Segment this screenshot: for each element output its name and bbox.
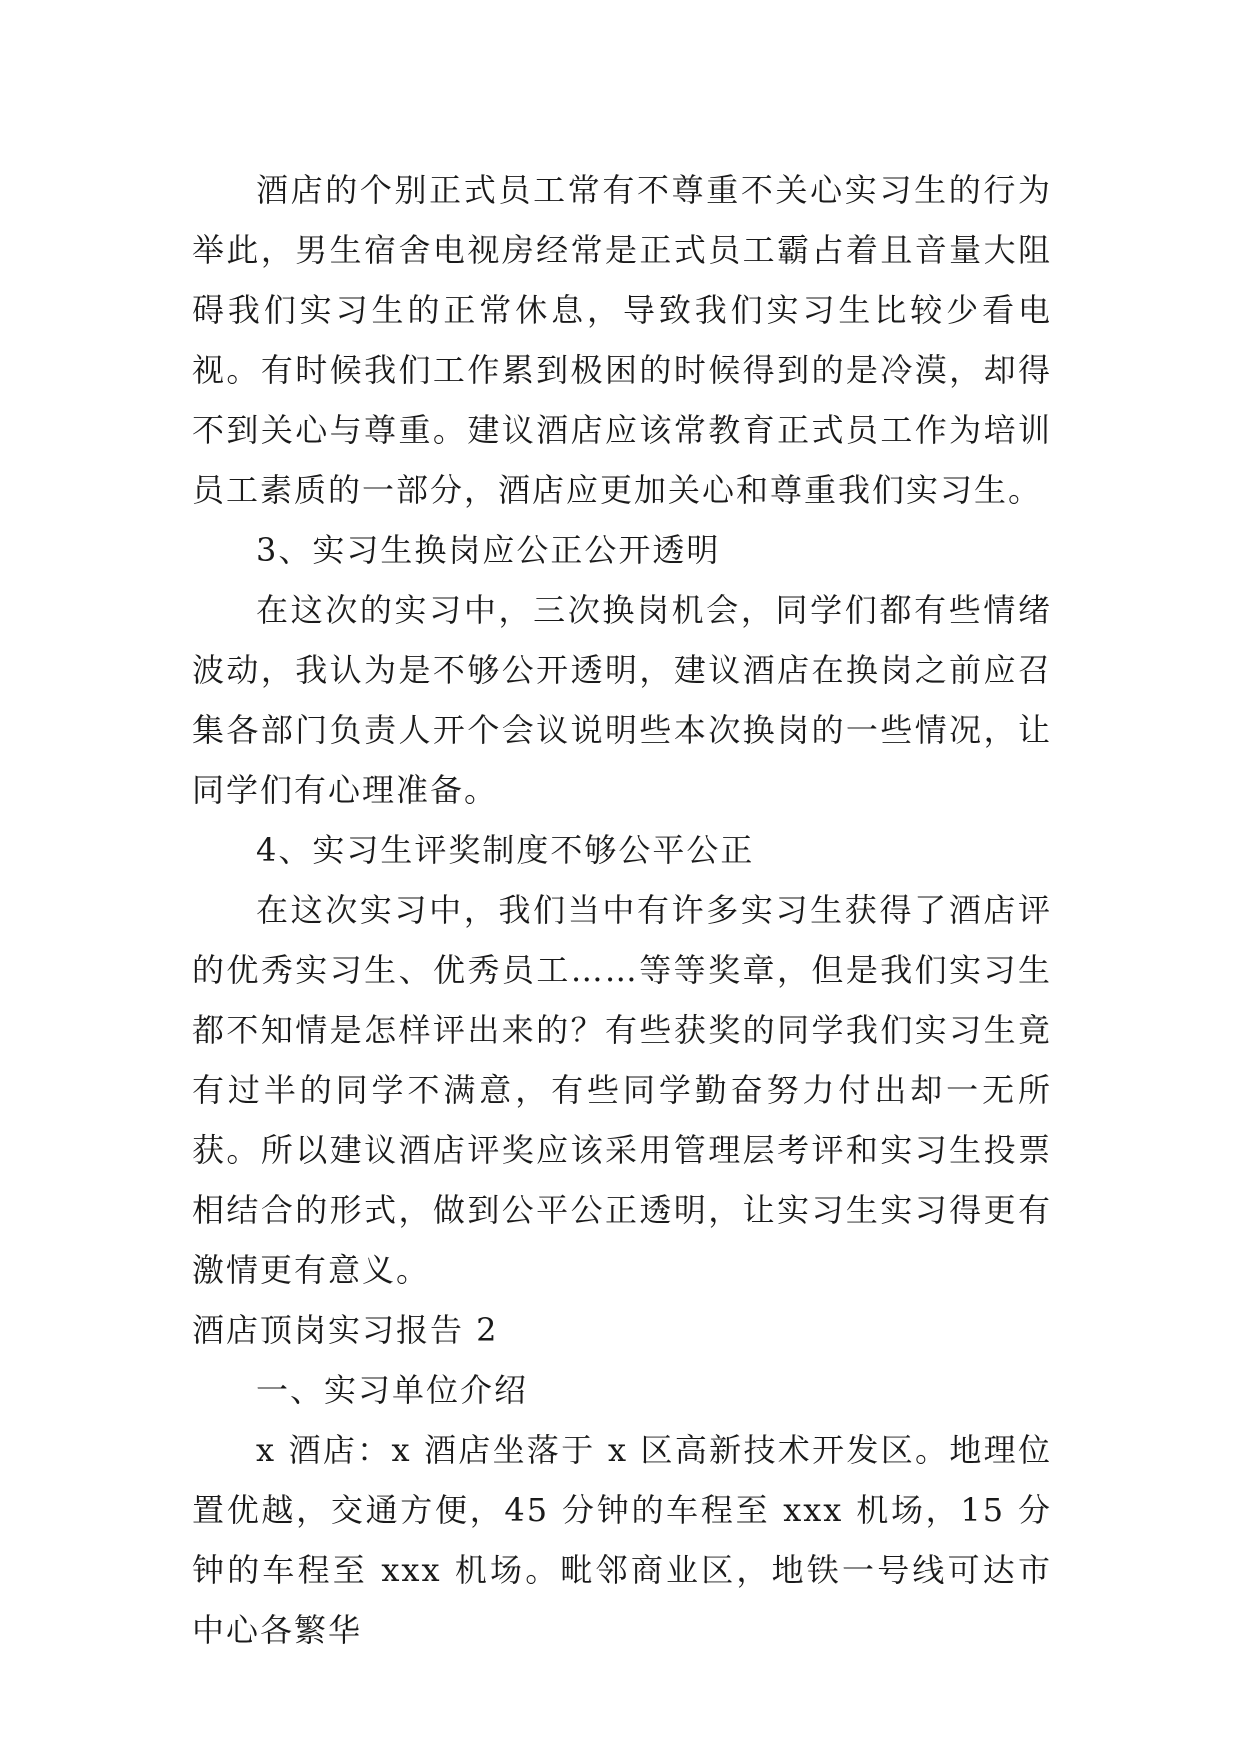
report-title: 酒店顶岗实习报告 2	[192, 1311, 499, 1349]
paragraph-job-rotation: 在这次的实习中，三次换岗机会，同学们都有些情绪波动，我认为是不够公开透明，建议酒店在换岗之前应召集各部门负责人开个会议说明些本次换岗的一些情况，让同学们有心理准备。	[192, 591, 1052, 809]
paragraph-staff-respect: 酒店的个别正式员工常有不尊重不关心实习生的行为举此，男生宿舍电视房经常是正式员工霸占着且音量大阻碍我们实习生的正常休息，导致我们实习生比较少看电视。有时候我们工作累到极困的时候得到的是冷漠，却得不到关心与尊重。建议酒店应该常教育正式员工作为培训员工素质的一部分，酒店应更加关心和尊重我们实习生。	[192, 171, 1052, 509]
paragraph-award-system: 在这次实习中，我们当中有许多实习生获得了酒店评的优秀实习生、优秀员工……等等奖章，但是我们实习生都不知情是怎样评出来的？有些获奖的同学我们实习生竟有过半的同学不满意，有些同学勤奋努力付出却一无所获。所以建议酒店评奖应该采用管理层考评和实习生投票相结合的形式，做到公平公正透明，让实习生实习得更有激情更有意义。	[192, 891, 1052, 1289]
document-body	[192, 160, 1052, 1660]
heading-unit-intro: 一、实习单位介绍	[256, 1371, 529, 1409]
heading-job-rotation: 3、实习生换岗应公正公开透明	[256, 531, 721, 569]
heading-award-system: 4、实习生评奖制度不够公平公正	[256, 831, 755, 869]
paragraph-hotel-intro: x 酒店：x 酒店坐落于 x 区高新技术开发区。地理位置优越，交通方便，45 分钟的车程至 xxx 机场，15 分钟的车程至 xxx 机场。毗邻商业区，地铁一号线可达市中心各繁华	[192, 1431, 1052, 1649]
